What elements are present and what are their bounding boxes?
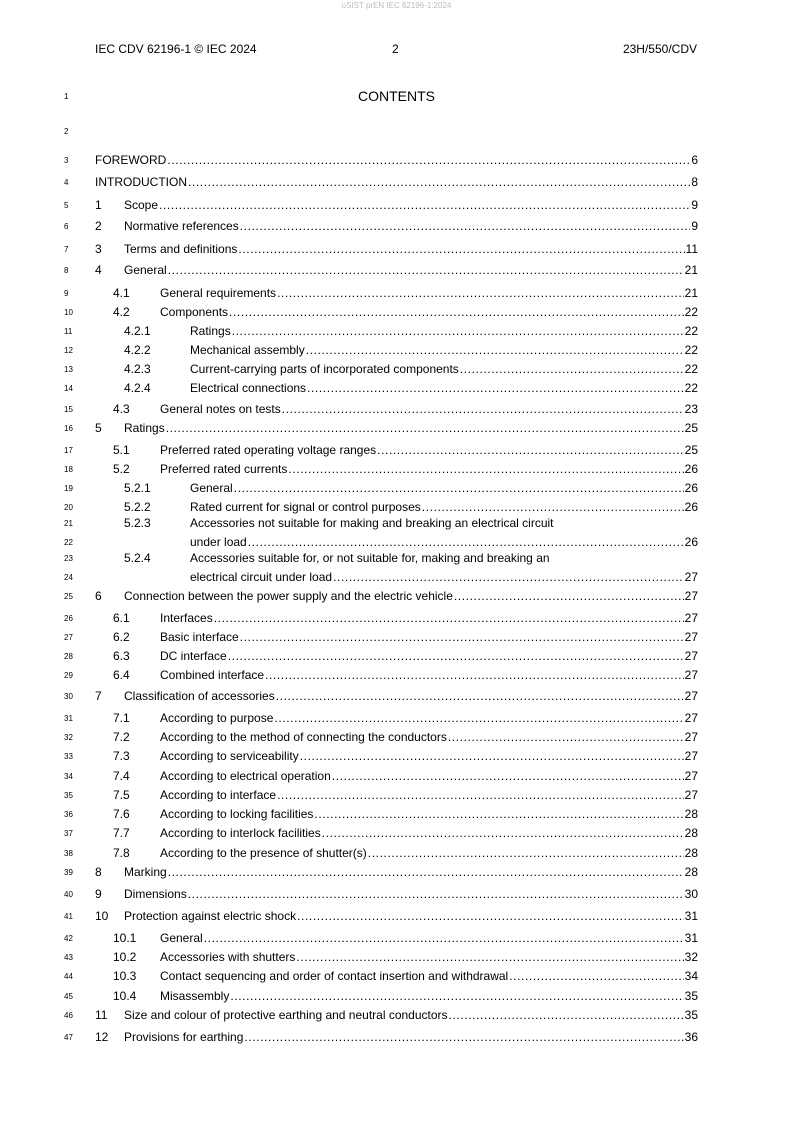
toc-entry[interactable] [0,324,793,338]
toc-leader-dots [274,711,683,725]
line-number: 46 [64,1011,73,1020]
toc-entry-number: 4.2.2 [124,343,151,357]
toc-leader-dots [509,969,683,983]
line-number: 42 [64,934,73,943]
toc-entry-page: 28 [684,846,698,860]
toc-leader-dots [168,263,684,277]
toc-leader-dots [368,846,684,860]
toc-entry-number: 7.3 [113,749,130,763]
toc-entry[interactable] [0,589,793,603]
toc-entry[interactable] [0,462,793,476]
toc-entry[interactable] [0,362,793,376]
toc-entry-number: 2 [95,219,102,233]
toc-entry-title: General notes on tests [160,402,281,416]
toc-entry-page: 27 [684,689,698,703]
toc-entry-page: 26 [684,462,698,476]
toc-entry-page: 34 [684,969,698,983]
toc-entry[interactable] [0,286,793,300]
toc-entry-page: 22 [684,305,698,319]
line-number: 21 [64,519,73,528]
line-number: 39 [64,868,73,877]
toc-entry-number: 5.1 [113,443,130,457]
toc-entry-title: General [190,481,233,495]
toc-entry-page: 26 [684,500,698,514]
toc-entry-page: 9 [691,219,698,233]
line-number: 36 [64,810,73,819]
toc-entry-page: 8 [691,175,698,189]
toc-leader-dots [377,443,684,457]
toc-leader-dots [240,219,691,233]
toc-leader-dots [297,909,684,923]
toc-entry-title: Provisions for earthing [124,1030,244,1044]
line-number: 31 [64,714,73,723]
line-number: 34 [64,772,73,781]
line-number: 22 [64,538,73,547]
toc-entry[interactable] [0,969,793,983]
toc-entry-number: 7.5 [113,788,130,802]
toc-entry[interactable] [0,989,793,1003]
page-title: CONTENTS [358,88,435,104]
toc-leader-dots [449,1008,684,1022]
toc-entry-title: According to interlock facilities [160,826,321,840]
toc-entry[interactable] [0,402,793,416]
toc-entry[interactable] [0,909,793,923]
line-number: 24 [64,573,73,582]
toc-entry-page: 25 [684,421,698,435]
toc-entry[interactable] [0,381,793,395]
toc-leader-dots [276,689,684,703]
toc-entry-title: Contact sequencing and order of contact insertion and withdrawal [160,969,509,983]
toc-leader-dots [307,381,684,395]
toc-entry-title: DC interface [160,649,227,663]
toc-entry[interactable] [0,535,793,549]
toc-entry-number: 11 [95,1008,108,1022]
toc-leader-dots [188,175,690,189]
toc-entry-page: 31 [684,931,698,945]
toc-entry-number: 7.6 [113,807,130,821]
toc-entry-title: Size and colour of protective earthing and neutral conductors [124,1008,448,1022]
toc-entry[interactable] [0,749,793,763]
toc-entry-title: General [160,931,203,945]
toc-entry[interactable] [0,649,793,663]
line-number: 6 [64,222,69,231]
line-number: 19 [64,484,73,493]
toc-entry-page: 22 [684,381,698,395]
line-number: 23 [64,554,73,563]
toc-entry-number: 10.1 [113,931,137,945]
toc-entry[interactable] [0,1008,793,1022]
toc-leader-dots [238,242,684,256]
toc-entry[interactable] [0,305,793,319]
toc-leader-dots [282,402,684,416]
toc-entry[interactable] [0,788,793,802]
line-number: 47 [64,1033,73,1042]
toc-leader-dots [288,462,683,476]
toc-entry-number: 10 [95,909,109,923]
toc-entry[interactable] [0,630,793,644]
toc-entry-page: 28 [684,807,698,821]
line-number: 38 [64,849,73,858]
toc-entry-number: 4.2.4 [124,381,151,395]
toc-entry-title: According to interface [160,788,277,802]
toc-entry-page: 9 [691,198,698,212]
toc-entry[interactable] [0,711,793,725]
toc-entry-title: under load [190,535,247,549]
toc-leader-dots [230,989,683,1003]
toc-entry-page: 6 [691,153,698,167]
toc-entry-number: 4.2.3 [124,362,151,376]
line-number: 11 [64,327,73,336]
toc-entry-page: 27 [684,649,698,663]
toc-entry-page: 35 [684,1008,698,1022]
line-number: 40 [64,890,73,899]
line-number: 18 [64,465,73,474]
toc-leader-dots [448,730,684,744]
toc-entry-title: Preferred rated operating voltage ranges [160,443,377,457]
toc-leader-dots [204,931,684,945]
toc-entry-page: 27 [684,711,698,725]
toc-entry-page: 27 [684,769,698,783]
toc-entry-title: Interfaces [160,611,213,625]
toc-entry-number: 7.2 [113,730,130,744]
toc-entry-number: 4.2.1 [124,324,151,338]
toc-entry-page: 35 [684,989,698,1003]
toc-entry[interactable] [0,865,793,879]
toc-entry-number: 5.2.4 [124,551,151,565]
toc-entry-number: 10.2 [113,950,137,964]
toc-entry-title: Rated current for signal or control purposes [190,500,421,514]
line-number: 2 [64,127,69,136]
line-number: 4 [64,178,69,187]
toc-leader-dots [232,324,684,338]
line-number: 7 [64,245,69,254]
toc-entry-title: Terms and definitions [124,242,238,256]
toc-entry-number: 7 [95,689,102,703]
toc-entry-title: According to the method of connecting the conductors [160,730,447,744]
line-number: 20 [64,503,73,512]
toc-leader-dots [228,649,684,663]
toc-leader-dots [214,611,684,625]
toc-entry[interactable] [0,263,793,277]
toc-entry-page: 36 [684,1030,698,1044]
line-number: 12 [64,346,73,355]
toc-entry-number: 4.2 [113,305,130,319]
toc-entry[interactable] [0,846,793,860]
line-number: 14 [64,384,73,393]
toc-leader-dots [277,286,684,300]
toc-entry[interactable] [0,730,793,744]
toc-entry-page: 27 [684,749,698,763]
header-page-number: 2 [392,42,399,56]
toc-entry-title: Current-carrying parts of incorporated components [190,362,459,376]
toc-entry-number: 8 [95,865,102,879]
toc-entry-title: General [124,263,167,277]
toc-entry-page: 27 [684,630,698,644]
line-number: 13 [64,365,73,374]
toc-entry-page: 27 [684,570,698,584]
toc-leader-dots [240,630,684,644]
toc-entry[interactable] [0,153,793,167]
line-number: 5 [64,201,69,210]
toc-entry-title: Normative references [124,219,239,233]
toc-entry-page: 21 [684,263,698,277]
toc-entry[interactable] [0,931,793,945]
header-document-code: 23H/550/CDV [622,42,697,56]
toc-entry-number: 6.3 [113,649,130,663]
toc-entry-number: 5.2 [113,462,130,476]
toc-entry-title: According to the presence of shutter(s) [160,846,367,860]
toc-entry-page: 25 [684,443,698,457]
toc-entry-title: Basic interface [160,630,239,644]
toc-entry[interactable] [0,769,793,783]
toc-leader-dots [322,826,684,840]
line-number: 10 [64,308,73,317]
toc-entry-number: 1 [95,198,102,212]
toc-leader-dots [296,950,683,964]
toc-entry[interactable] [0,887,793,901]
toc-entry-number: 4 [95,263,102,277]
toc-entry[interactable] [0,668,793,682]
line-number: 28 [64,652,73,661]
line-number: 26 [64,614,73,623]
line-number: 1 [64,92,69,101]
toc-leader-dots [167,153,690,167]
line-number: 35 [64,791,73,800]
toc-entry-title: According to purpose [160,711,274,725]
toc-entry-page: 26 [684,535,698,549]
toc-entry[interactable] [0,611,793,625]
toc-entry-number: 7.7 [113,826,130,840]
toc-leader-dots [300,749,684,763]
toc-leader-dots [234,481,684,495]
toc-entry-title: According to locking facilities [160,807,314,821]
toc-entry[interactable] [0,807,793,821]
line-number: 29 [64,671,73,680]
toc-entry-number: 10.3 [113,969,137,983]
toc-entry-title: Misassembly [160,989,230,1003]
toc-entry-title: According to electrical operation [160,769,331,783]
toc-entry-page: 27 [684,611,698,625]
line-number: 41 [64,912,73,921]
toc-leader-dots [188,887,684,901]
toc-entry-page: 21 [684,286,698,300]
toc-entry[interactable] [0,421,793,435]
toc-entry-number: 3 [95,242,102,256]
toc-entry-number: 12 [95,1030,109,1044]
line-number: 33 [64,752,73,761]
toc-entry-number: 7.1 [113,711,130,725]
toc-entry-title-first-line: Accessories not suitable for making and breaking an electrical circuit [190,516,554,530]
toc-entry-page: 28 [684,865,698,879]
toc-leader-dots [277,788,684,802]
toc-entry-title: Accessories with shutters [160,950,296,964]
toc-entry-page: 26 [684,481,698,495]
toc-entry[interactable] [0,242,793,256]
toc-entry-number: 5.2.3 [124,516,151,530]
line-number: 43 [64,953,73,962]
toc-entry-title: electrical circuit under load [190,570,333,584]
toc-entry-page: 22 [684,324,698,338]
toc-leader-dots [168,865,684,879]
toc-leader-dots [422,500,684,514]
line-number: 37 [64,829,73,838]
toc-entry-title: FOREWORD [95,153,167,167]
toc-entry-number: 7.8 [113,846,130,860]
toc-entry-page: 22 [684,362,698,376]
toc-entry[interactable] [0,343,793,357]
line-number: 45 [64,992,73,1001]
line-number: 32 [64,733,73,742]
toc-entry-page: 27 [684,730,698,744]
toc-entry[interactable] [0,950,793,964]
toc-entry-page: 22 [684,343,698,357]
line-number: 17 [64,446,73,455]
toc-entry-number: 9 [95,887,102,901]
toc-entry-page: 27 [684,668,698,682]
toc-entry-page: 23 [684,402,698,416]
line-number: 15 [64,405,73,414]
toc-entry-title: Mechanical assembly [190,343,305,357]
toc-entry-number: 6.1 [113,611,130,625]
line-number: 8 [64,266,69,275]
toc-entry[interactable] [0,500,793,514]
toc-entry-number: 6 [95,589,102,603]
toc-leader-dots [306,343,684,357]
line-number: 3 [64,156,69,165]
toc-entry-number: 7.4 [113,769,130,783]
toc-entry-number: 5.2.1 [124,481,151,495]
line-number: 25 [64,592,73,601]
toc-entry-number: 5.2.2 [124,500,151,514]
line-number: 9 [64,289,69,298]
toc-entry-title: According to serviceability [160,749,299,763]
toc-entry[interactable] [0,689,793,703]
toc-entry-page: 31 [684,909,698,923]
toc-entry-page: 32 [684,950,698,964]
toc-leader-dots [333,570,684,584]
toc-entry[interactable] [0,570,793,584]
header-document-id: IEC CDV 62196-1 © IEC 2024 [95,42,257,56]
toc-entry[interactable] [0,826,793,840]
toc-leader-dots [460,362,684,376]
toc-entry-title: Connection between the power supply and the electric vehicle [124,589,453,603]
toc-leader-dots [454,589,684,603]
line-number: 27 [64,633,73,642]
toc-leader-dots [244,1030,683,1044]
toc-entry-number: 4.3 [113,402,130,416]
toc-entry-number: 5 [95,421,102,435]
toc-leader-dots [265,668,684,682]
toc-leader-dots [166,421,684,435]
toc-entry-title: Classification of accessories [124,689,275,703]
toc-entry-number: 10.4 [113,989,137,1003]
toc-entry-page: 27 [684,788,698,802]
toc-entry[interactable] [0,1030,793,1044]
toc-leader-dots [314,807,683,821]
toc-entry[interactable] [0,175,793,189]
toc-entry-title: Preferred rated currents [160,462,288,476]
toc-entry-title: Ratings [124,421,165,435]
watermark: oSIST prEN IEC 62196-1:2024 [341,1,452,10]
toc-entry-title: Ratings [190,324,231,338]
line-number: 16 [64,424,73,433]
toc-entry-title: Electrical connections [190,381,307,395]
toc-entry[interactable] [0,198,793,212]
toc-entry-title: Protection against electric shock [124,909,297,923]
toc-entry-number: 4.1 [113,286,130,300]
toc-entry-title: INTRODUCTION [95,175,187,189]
toc-leader-dots [229,305,684,319]
toc-entry-title: General requirements [160,286,277,300]
toc-leader-dots [332,769,684,783]
line-number: 30 [64,692,73,701]
toc-entry[interactable] [0,481,793,495]
toc-entry[interactable] [0,219,793,233]
line-number: 44 [64,972,73,981]
toc-entry-title-first-line: Accessories suitable for, or not suitable for, making and breaking an [190,551,550,565]
toc-entry-title: Dimensions [124,887,187,901]
toc-entry-number: 6.4 [113,668,130,682]
toc-entry-title: Components [160,305,229,319]
toc-entry-title: Combined interface [160,668,265,682]
toc-leader-dots [248,535,684,549]
toc-entry-page: 11 [685,242,698,256]
toc-entry-title: Scope [124,198,159,212]
toc-entry-page: 27 [684,589,698,603]
toc-entry[interactable] [0,443,793,457]
toc-leader-dots [159,198,690,212]
toc-entry-title: Marking [124,865,167,879]
toc-entry-number: 6.2 [113,630,130,644]
toc-entry-page: 28 [684,826,698,840]
toc-entry-page: 30 [684,887,698,901]
